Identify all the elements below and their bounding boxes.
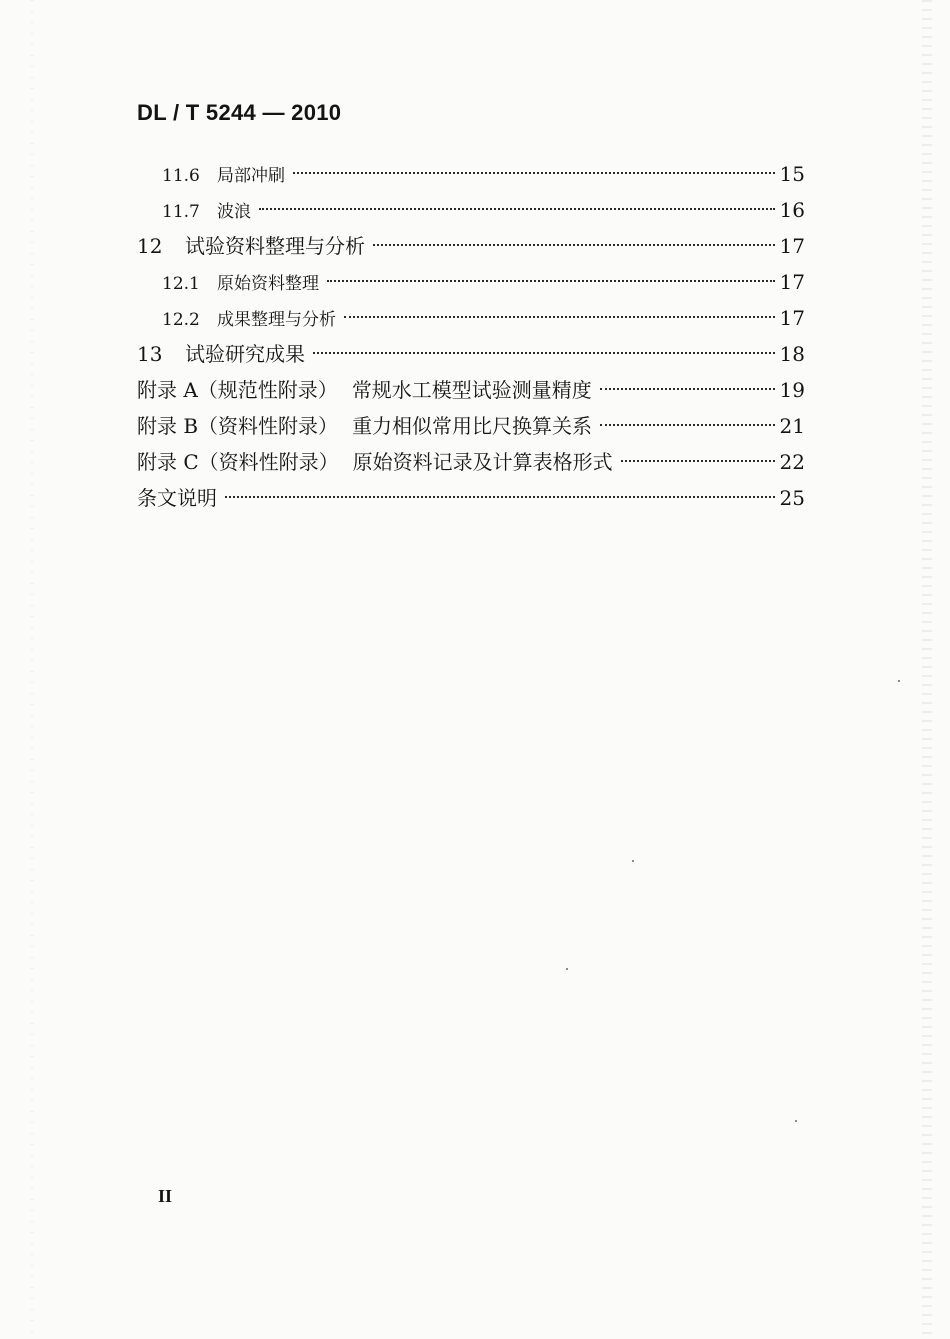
toc-entry-title: 条文说明 (137, 486, 217, 510)
standard-code-header: DL / T 5244 — 2010 (137, 100, 342, 125)
toc-entry[interactable] (137, 230, 805, 266)
toc-entry-page: 25 (779, 486, 805, 510)
toc-entry-page: 22 (779, 450, 805, 474)
appendix-label: 附录 C（资料性附录） (137, 450, 339, 474)
toc-entry-title: 成果整理与分析 (217, 310, 336, 330)
scan-edge-left (30, 0, 34, 1339)
dot-leader (621, 460, 775, 462)
toc-entry-number: 12 (137, 234, 163, 258)
dot-leader (327, 280, 775, 282)
toc-entry-title: 常规水工模型试验测量精度 (351, 378, 592, 402)
dot-leader (293, 172, 775, 174)
toc-entry-title: 重力相似常用比尺换算关系 (352, 414, 593, 438)
toc-entry-number: 12.2 (162, 310, 200, 330)
toc-entry[interactable] (137, 194, 805, 230)
page-number-footer: II (158, 1186, 173, 1206)
toc-entry-page: 18 (779, 342, 805, 366)
table-of-contents (137, 158, 805, 518)
toc-entry-page: 17 (779, 306, 805, 330)
toc-entry-page: 19 (779, 378, 805, 402)
toc-entry[interactable] (137, 158, 805, 194)
dot-leader (373, 244, 775, 246)
toc-entry-page: 21 (779, 414, 805, 438)
toc-entry-title: 试验资料整理与分析 (185, 234, 365, 258)
appendix-label: 附录 B（资料性附录） (137, 414, 339, 438)
toc-entry-title: 局部冲刷 (217, 166, 285, 186)
dot-leader (600, 424, 775, 426)
dot-leader (600, 388, 775, 390)
toc-entry-page: 17 (779, 234, 805, 258)
dot-leader (259, 208, 775, 210)
dot-leader (225, 496, 775, 498)
toc-entry-page: 15 (779, 162, 805, 186)
appendix-label: 附录 A（规范性附录） (137, 378, 338, 402)
toc-entry-page: 17 (779, 270, 805, 294)
dot-leader (313, 352, 775, 354)
toc-entry-number: 13 (137, 342, 163, 366)
toc-entry[interactable] (137, 482, 805, 518)
toc-entry-number: 11.7 (162, 202, 200, 222)
toc-entry-title: 原始资料整理 (217, 274, 319, 294)
toc-entry-appendix[interactable] (137, 410, 805, 446)
toc-entry-title: 原始资料记录及计算表格形式 (352, 450, 613, 474)
toc-entry-page: 16 (779, 198, 805, 222)
toc-entry[interactable] (137, 266, 805, 302)
toc-entry[interactable] (137, 302, 805, 338)
toc-entry-appendix[interactable] (137, 374, 805, 410)
dot-leader (344, 316, 775, 318)
toc-entry-number: 11.6 (162, 166, 200, 186)
toc-entry-title: 试验研究成果 (185, 342, 305, 366)
toc-entry-number: 12.1 (162, 274, 200, 294)
toc-entry-appendix[interactable] (137, 446, 805, 482)
toc-entry[interactable] (137, 338, 805, 374)
scan-edge-right (922, 0, 932, 1339)
toc-entry-title: 波浪 (217, 202, 251, 222)
